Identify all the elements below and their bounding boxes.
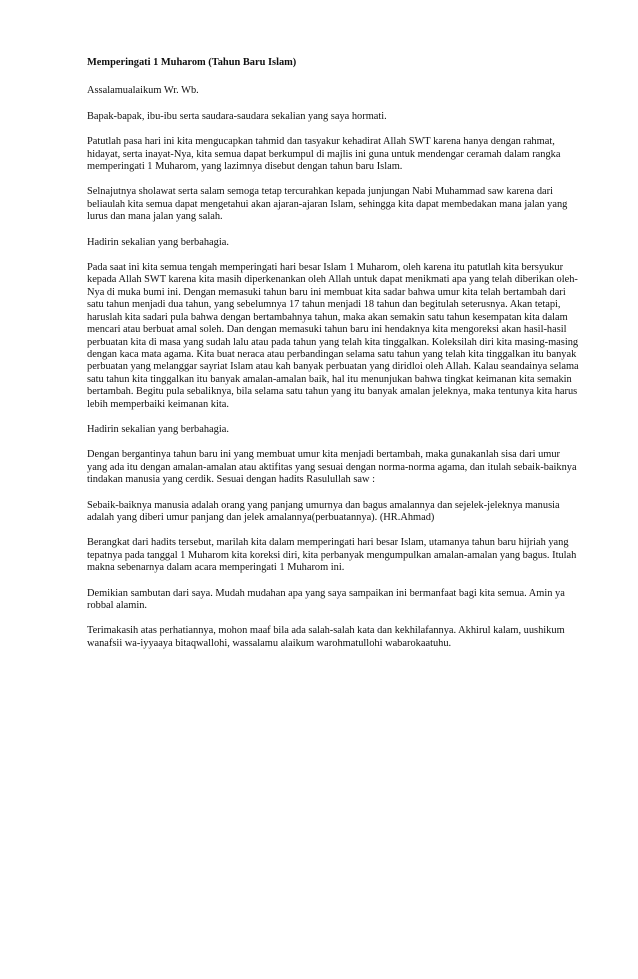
paragraph-berangkat: Berangkat dari hadits tersebut, marilah kita dalam memperingati hari besar Islam, utamanya tahun baru hijriah yang tepatnya pada tanggal 1 Muharom kita koreksi diri, kita perbanyak mengumpulkan amalan-amalan yang bagus. Itulah makna sebenarnya dalam acara memperingati 1 Muharom ini. <box>87 537 577 574</box>
paragraph-hadirin-2: Hadirin sekalian yang berbahagia. <box>87 423 229 435</box>
paragraph-salutation: Bapak-bapak, ibu-ibu serta saudara-saudara sekalian yang saya hormati. <box>87 110 387 122</box>
document-body <box>87 57 581 663</box>
paragraph-sholawat: Selnajutnya sholawat serta salam semoga tetap tercurahkan kepada junjungan Nabi Muhammad saw karena dari beliaulah kita semua dapat mengetahui akan ajaran-ajaran Islam, sehingga kita dapat membedakan mana jalan yang lurus dan mana jalan yang salah. <box>87 186 568 223</box>
paragraph-hadits: Sebaik-baiknya manusia adalah orang yang panjang umurnya dan bagus amalannya dan sejelek-jeleknya manusia adalah yang diberi umur panjang dan jelek amalannya(perbuatannya). (HR.Ahmad) <box>87 499 560 523</box>
document-title: Memperingati 1 Muharom (Tahun Baru Islam) <box>87 57 297 68</box>
paragraph-main: Pada saat ini kita semua tengah memperingati hari besar Islam 1 Muharom, oleh karena itu patutlah kita bersyukur kepada Allah SWT karena kita masih diperkenankan oleh Allah untuk dapat menikmati apa yang telah diberikan oleh-Nya di muka bumi ini. Dengan memasuki tahun baru ini membuat kita sadar bahwa umur kita telah bertambah dari satu tahun menjadi dua tahun, yang sebelumnya 17 tahun menjadi 18 tahun dan begitulah seterusnya. Akan tetapi, haruslah kita sadari pula bahwa dengan bertambahnya tahun, maka akan semakin satu tahun kesempatan kita dalam mencari atau berbuat amal soleh. Dan dengan memasuki tahun baru ini hendaknya kita mengoreksi akan hasil-hasil perbuatan kita di masa yang sudah lalu atau pada tahun yang telah kita tinggalkan. Koleksilah diri kita masing-masing dengan kaca mata agama. Kita buat neraca atau perbandingan selama satu tahun yang telah kita tinggalkan itu banyak perbuatan yang melanggar sayriat Islam atau kah banyak perbuatan yang diridloi oleh Allah. Kalau seandainya selama satu tahun kita tinggalkan itu banyak amalan-amalan baik, hal itu menunjukan bahwa tingkat keimanan kita semakin bertambah. Begitu pula sebaliknya, bila selama satu tahun yang itu banyak amalan jeleknya, maka tentunya kita harus lebih memperbaiki keimanan kita. <box>87 262 579 410</box>
paragraph-tahun-baru: Dengan bergantinya tahun baru ini yang membuat umur kita menjadi bertambah, maka gunakanlah sisa dari umur yang ada itu dengan amalan-amalan atau aktifitas yang sesuai dengan norma-norma agama, dan itulah sebaik-baiknya tindakan manusia yang cerdik. Sesuai dengan hadits Rasulullah saw : <box>87 449 577 486</box>
paragraph-tahmid: Patutlah pasa hari ini kita mengucapkan tahmid dan tasyakur kehadirat Allah SWT karena hanya dengan rahmat, hidayat, serta inayat-Nya, kita semua dapat berkumpul di majlis ini guna untuk mendengar ceramah dalam rangka memperingati 1 Muharom, yang lazimnya disebut dengan tahun baru Islam. <box>87 136 561 173</box>
paragraph-greeting: Assalamualaikum Wr. Wb. <box>87 85 199 97</box>
paragraph-hadirin-1: Hadirin sekalian yang berbahagia. <box>87 236 229 248</box>
paragraph-closing: Terimakasih atas perhatiannya, mohon maaf bila ada salah-salah kata dan kekhilafannya. Akhirul kalam, uushikum wanafsii wa-iyyaaya bitaqwallohi, wassalamu alaikum warohmatullohi wabarokaatuhu. <box>87 625 565 649</box>
paragraph-demikian: Demikian sambutan dari saya. Mudah mudahan apa yang saya sampaikan ini bermanfaat bagi kita semua. Amin ya robbal alamin. <box>87 587 565 611</box>
